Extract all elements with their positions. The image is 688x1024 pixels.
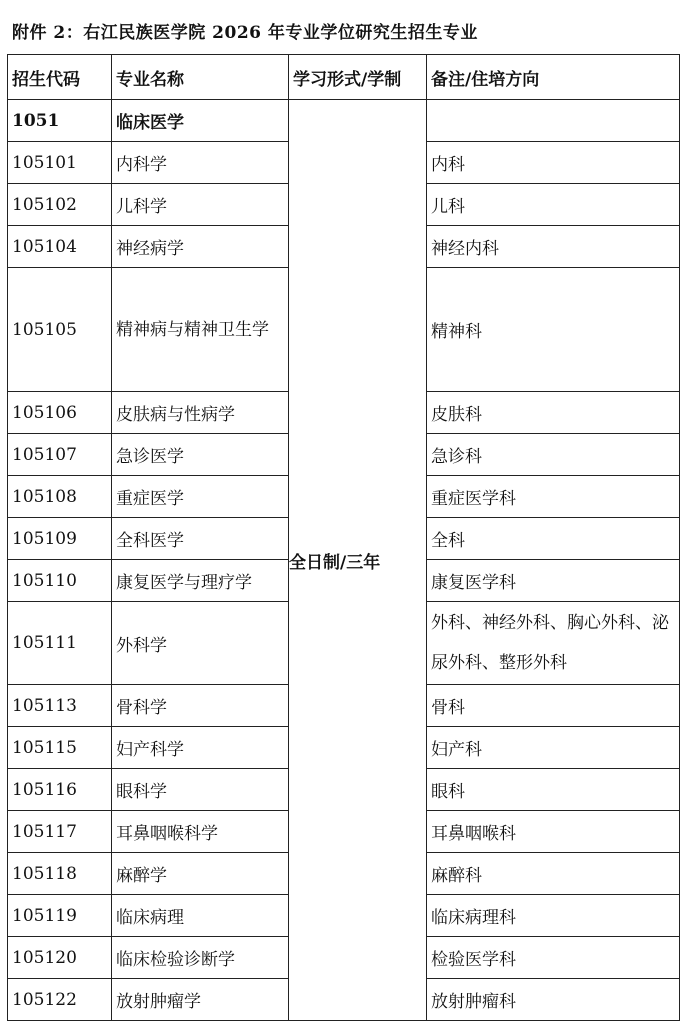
code-cell: 105108 xyxy=(8,476,112,518)
code-cell: 105109 xyxy=(8,518,112,560)
name-cell: 儿科学 xyxy=(112,184,289,226)
code-cell: 105119 xyxy=(8,895,112,937)
name-cell: 麻醉学 xyxy=(112,853,289,895)
note-cell: 急诊科 xyxy=(427,434,680,476)
code-cell: 1051 xyxy=(8,100,112,142)
code-cell: 105110 xyxy=(8,560,112,602)
note-cell: 临床病理科 xyxy=(427,895,680,937)
note-cell: 外科、神经外科、胸心外科、泌尿外科、整形外科 xyxy=(427,602,680,685)
code-cell: 105104 xyxy=(8,226,112,268)
code-cell: 105105 xyxy=(8,268,112,392)
note-cell: 内科 xyxy=(427,142,680,184)
note-cell: 放射肿瘤科 xyxy=(427,979,680,1021)
document-title: 附件 2：右江民族医学院 2026 年专业学位研究生招生专业 xyxy=(12,23,478,43)
name-cell: 神经病学 xyxy=(112,226,289,268)
table-row xyxy=(8,100,680,142)
note-cell: 骨科 xyxy=(427,685,680,727)
name-cell: 急诊医学 xyxy=(112,434,289,476)
note-cell: 儿科 xyxy=(427,184,680,226)
name-cell: 骨科学 xyxy=(112,685,289,727)
code-cell: 105107 xyxy=(8,434,112,476)
code-cell: 105120 xyxy=(8,937,112,979)
name-cell: 耳鼻咽喉科学 xyxy=(112,811,289,853)
code-cell: 105102 xyxy=(8,184,112,226)
name-cell: 妇产科学 xyxy=(112,727,289,769)
note-cell xyxy=(427,100,680,142)
code-cell: 105122 xyxy=(8,979,112,1021)
note-cell: 麻醉科 xyxy=(427,853,680,895)
name-cell: 临床检验诊断学 xyxy=(112,937,289,979)
note-cell: 精神科 xyxy=(427,268,680,392)
header-name: 专业名称 xyxy=(112,55,289,100)
header-note: 备注/住培方向 xyxy=(427,55,680,100)
note-cell: 眼科 xyxy=(427,769,680,811)
code-cell: 105101 xyxy=(8,142,112,184)
code-cell: 105111 xyxy=(8,602,112,685)
note-cell: 重症医学科 xyxy=(427,476,680,518)
header-code: 招生代码 xyxy=(8,55,112,100)
name-cell: 眼科学 xyxy=(112,769,289,811)
note-cell: 耳鼻咽喉科 xyxy=(427,811,680,853)
code-cell: 105116 xyxy=(8,769,112,811)
table-header-row xyxy=(8,55,680,100)
code-cell: 105115 xyxy=(8,727,112,769)
note-cell: 神经内科 xyxy=(427,226,680,268)
name-cell: 放射肿瘤学 xyxy=(112,979,289,1021)
name-cell: 全科医学 xyxy=(112,518,289,560)
name-cell: 临床医学 xyxy=(112,100,289,142)
name-cell: 精神病与精神卫生学 xyxy=(112,268,289,392)
code-cell: 105117 xyxy=(8,811,112,853)
name-cell: 内科学 xyxy=(112,142,289,184)
code-cell: 105118 xyxy=(8,853,112,895)
note-cell: 妇产科 xyxy=(427,727,680,769)
header-mode: 学习形式/学制 xyxy=(289,55,427,100)
name-cell: 皮肤病与性病学 xyxy=(112,392,289,434)
name-cell: 康复医学与理疗学 xyxy=(112,560,289,602)
note-cell: 全科 xyxy=(427,518,680,560)
note-cell: 检验医学科 xyxy=(427,937,680,979)
study-mode-cell: 全日制/三年 xyxy=(289,100,427,1021)
note-cell: 康复医学科 xyxy=(427,560,680,602)
code-cell: 105113 xyxy=(8,685,112,727)
name-cell: 外科学 xyxy=(112,602,289,685)
note-cell: 皮肤科 xyxy=(427,392,680,434)
name-cell: 重症医学 xyxy=(112,476,289,518)
name-cell: 临床病理 xyxy=(112,895,289,937)
majors-table xyxy=(7,54,680,1021)
code-cell: 105106 xyxy=(8,392,112,434)
